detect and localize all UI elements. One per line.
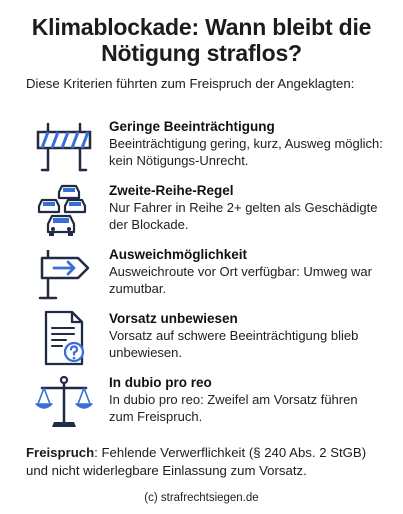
conclusion-label: Freispruch [26,445,95,460]
copyright-footer: (c) strafrechtsiegen.de [144,492,259,504]
conclusion-text: : Fehlende Verwerflichkeit (§ 240 Abs. 2 StGB) und nicht widerlegbare Einlassung zum Vorsatz. [26,445,367,478]
traffic-jam-icon [34,182,94,238]
item-text: Vorsatz auf schwere Beeinträchtigung blieb unbewiesen. [109,328,359,360]
document-question-icon [34,310,94,366]
item-heading: Ausweichmöglichkeit [109,247,248,262]
item-text: In dubio pro reo: Zweifel am Vorsatz führen zum Freispruch. [109,392,358,424]
item-text: Beeinträchtigung gering, kurz, Ausweg möglich: kein Nötigungs-Unrecht. [109,136,383,168]
list-item [0,310,403,374]
item-text: Ausweichroute vor Ort verfügbar: Umweg war zumutbar. [109,264,372,296]
scales-icon [34,374,94,430]
list-item [0,118,403,182]
item-text: Nur Fahrer in Reihe 2+ gelten als Geschädigte der Blockade. [109,200,378,232]
road-barrier-icon [34,118,94,174]
list-item [0,374,403,438]
item-heading: Vorsatz unbewiesen [109,311,238,326]
item-heading: Geringe Beeinträchtigung [109,119,275,134]
list-item [0,182,403,246]
page-title: Klimablockade: Wann bleibt die Nötigung straflos? [31,14,372,66]
item-heading: Zweite-Reihe-Regel [109,183,234,198]
conclusion [26,444,381,480]
signpost-icon [34,246,94,302]
item-heading: In dubio pro reo [109,375,212,390]
list-item [0,246,403,310]
intro-text: Diese Kriterien führten zum Freispruch der Angeklagten: [26,76,355,91]
